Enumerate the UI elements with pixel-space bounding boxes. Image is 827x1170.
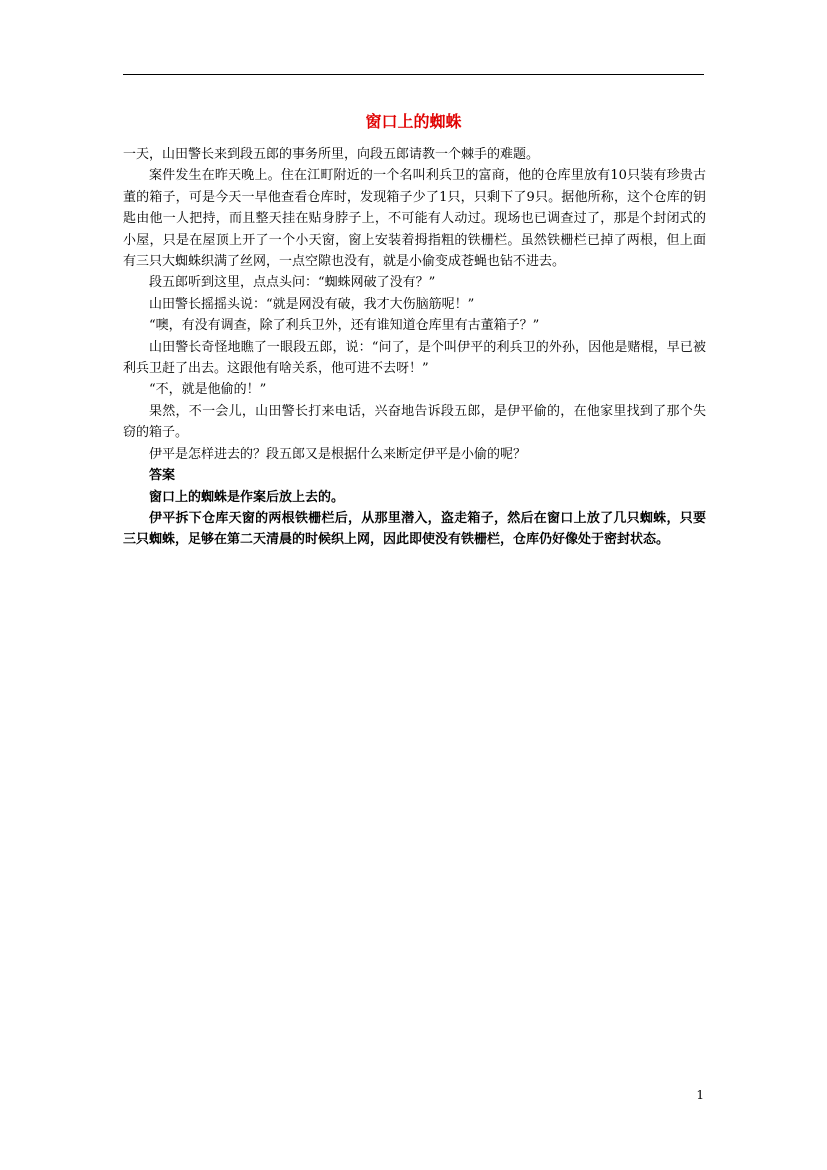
paragraph: 伊平是怎样进去的？段五郎又是根据什么来断定伊平是小偷的呢？	[149, 446, 527, 462]
header-rule	[123, 74, 704, 75]
paragraph: 一天，山田警长来到段五郎的事务所里，向段五郎请教一个棘手的难题。	[123, 147, 540, 162]
paragraph: 山田警长奇怪地瞧了一眼段五郎，说：“问了，是个叫伊平的利兵卫的外孙，因他是赌棍，早已被利兵卫赶了出去。这跟他有啥关系，他可进不去呀！”	[123, 339, 706, 377]
paragraph: 段五郎听到这里，点点头问：“蜘蛛网破了没有？”	[149, 275, 436, 291]
document-body	[123, 144, 706, 551]
paragraph: 案件发生在昨天晚上。住在江町附近的一个名叫利兵卫的富商，他的仓库里放有10只装有珍贵古董的箱子，可是今天一早他查看仓库时，发现箱子少了1只，只剩下了9只。据他所称，这个仓库的钥匙由他一人把持，而且整天挂在贴身脖子上，不可能有人动过。现场也已调查过了，那是个封闭式的小屋，只是在屋顶上开了一个小天窗，窗上安装着拇指粗的铁栅栏。虽然铁栅栏已掉了两根，但上面有三只大蜘蛛织满了丝网，一点空隙也没有，就是小偷变成苍蝇也钻不进去。	[123, 168, 706, 270]
paragraph: 果然，不一会儿，山田警长打来电话，兴奋地告诉段五郎，是伊平偷的，在他家里找到了那个失窃的箱子。	[123, 403, 706, 441]
answer-paragraph: 伊平拆下仓库天窗的两根铁栅栏后，从那里潜入，盗走箱子，然后在窗口上放了几只蜘蛛，只要三只蜘蛛，足够在第二天清晨的时候织上网，因此即使没有铁栅栏，仓库仍好像处于密封状态。	[123, 510, 706, 548]
answer-heading: 答案	[149, 468, 176, 484]
answer-paragraph: 窗口上的蜘蛛是作案后放上去的。	[149, 489, 345, 505]
paragraph: “不，就是他偷的！”	[149, 382, 267, 398]
paragraph: 山田警长摇摇头说：“就是网没有破，我才大伤脑筋呢！”	[149, 296, 475, 312]
page-number: 1	[696, 1088, 704, 1102]
document-title: 窗口上的蜘蛛	[365, 112, 462, 131]
paragraph: “噢，有没有调查，除了利兵卫外，还有谁知道仓库里有古董箱子？”	[149, 318, 540, 334]
